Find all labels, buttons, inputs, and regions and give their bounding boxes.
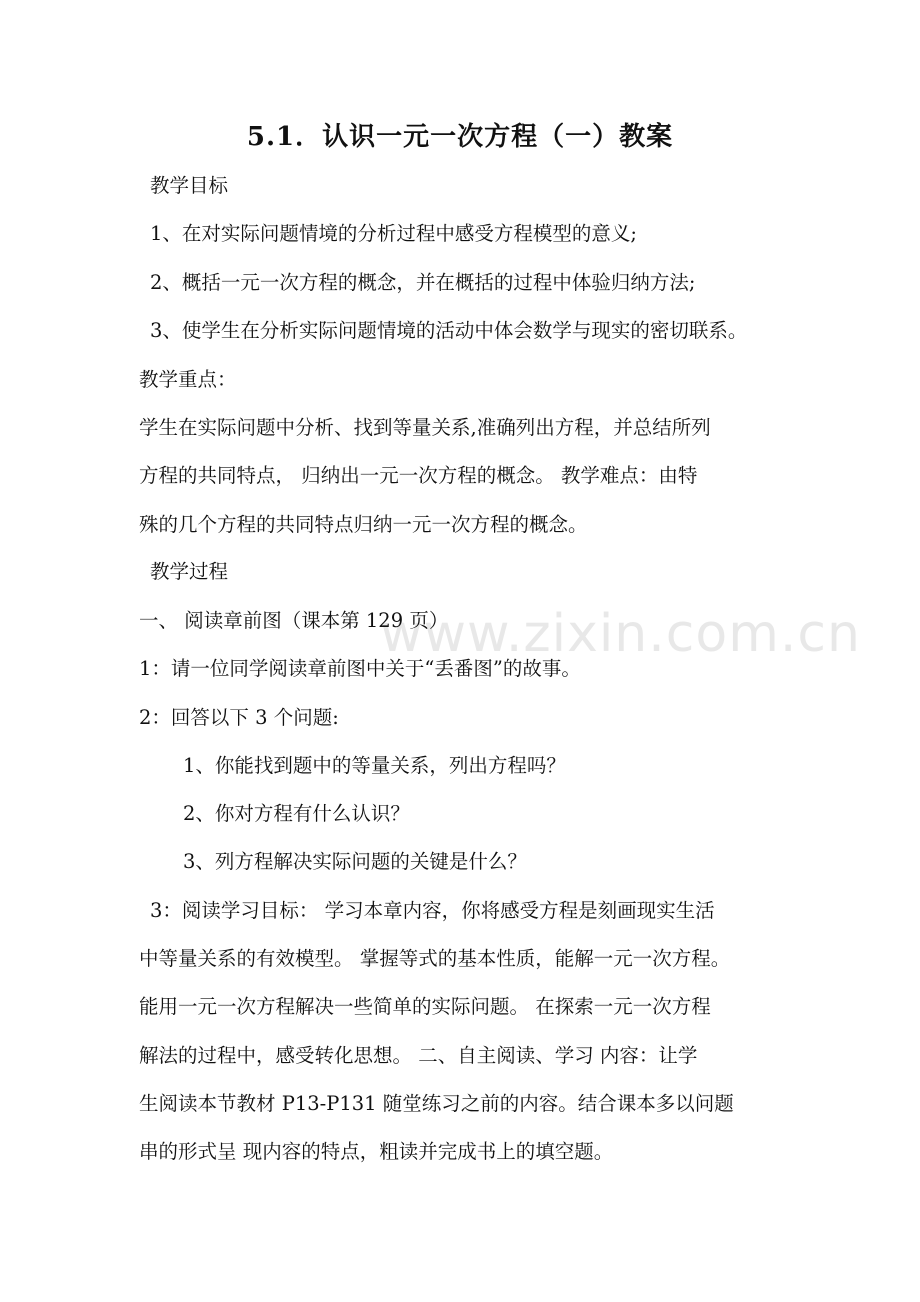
paragraph-line: 3：阅读学习目标： 学习本章内容，你将感受方程是刻画现实生活 — [150, 899, 715, 922]
paragraph-line: 串的形式呈 现内容的特点，粗读并完成书上的填空题。 — [139, 1140, 614, 1163]
section-one-heading: 一、 阅读章前图（课本第 129 页） — [139, 609, 449, 632]
step-1: 1：请一位同学阅读章前图中关于“丢番图”的故事。 — [139, 657, 581, 680]
paragraph-line: 学生在实际问题中分析、找到等量关系,准确列出方程，并总结所列 — [139, 416, 711, 439]
objective-1: 1、在对实际问题情境的分析过程中感受方程模型的意义; — [150, 222, 637, 245]
document-title: 5.1．认识一元一次方程（一）教案 — [246, 122, 674, 152]
paragraph-line: 方程的共同特点， 归纳出一元一次方程的概念。 教学难点：由特 — [139, 464, 698, 487]
question-1: 1、你能找到题中的等量关系，列出方程吗？ — [183, 754, 566, 777]
heading-key-points: 教学重点： — [139, 368, 237, 391]
paragraph-line: 解法的过程中，感受转化思想。 二、自主阅读、学习 内容：让学 — [139, 1044, 698, 1067]
objective-3: 3、使学生在分析实际问题情境的活动中体会数学与现实的密切联系。 — [150, 319, 748, 342]
heading-teaching-objectives: 教学目标 — [150, 174, 229, 197]
paragraph-line: 殊的几个方程的共同特点归纳一元一次方程的概念。 — [139, 513, 588, 536]
question-3: 3、列方程解决实际问题的关键是什么？ — [183, 850, 527, 873]
question-2: 2、你对方程有什么认识？ — [183, 802, 410, 825]
watermark: www.zixin.com.cn — [380, 604, 861, 664]
heading-teaching-process: 教学过程 — [150, 560, 229, 583]
step-2: 2：回答以下 3 个问题: — [139, 706, 339, 729]
objective-2: 2、概括一元一次方程的概念，并在概括的过程中体验归纳方法; — [150, 271, 696, 294]
paragraph-line: 能用一元一次方程解决一些简单的实际问题。 在探索一元一次方程 — [139, 995, 711, 1018]
paragraph-line: 中等量关系的有效模型。 掌握等式的基本性质，能解一元一次方程。 — [139, 947, 731, 970]
paragraph-line: 生阅读本节教材 P13-P131 随堂练习之前的内容。结合课本多以问题 — [139, 1092, 734, 1115]
